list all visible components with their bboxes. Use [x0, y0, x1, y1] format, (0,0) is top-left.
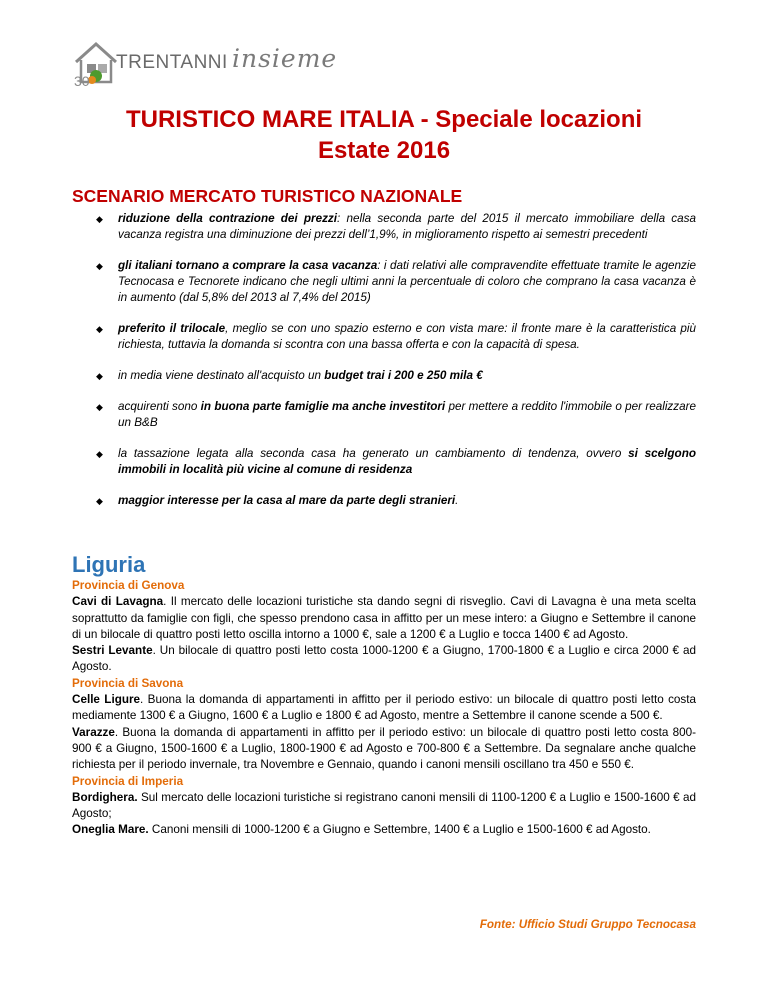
bullet-text: , meglio se con uno spazio esterno e con vista mare: il fronte mare è la caratteristica più richiesta, tuttavia la domanda si scontra con una bassa offerta e con la capacità di spesa. — [118, 322, 697, 351]
bullet-text: per mettere a reddito l'immobile o per realizzare un B&B — [118, 400, 697, 429]
bullet-bold: maggior interesse per la casa al mare da parte degli stranieri — [118, 494, 456, 507]
trentanni-insieme-logo — [72, 40, 338, 90]
location-paragraph — [72, 790, 696, 823]
logo-text-secondary: insieme — [232, 44, 338, 73]
location-paragraph — [72, 594, 696, 643]
province-heading: Provincia di Genova — [72, 579, 185, 592]
scenario-heading: SCENARIO MERCATO TURISTICO NAZIONALE — [72, 186, 463, 206]
bullet-text: : i dati relativi alle compravendite effettuate tramite le agenzie Tecnocasa e Tecnorete indicano che negli ultimi anni la percentuale di coloro che comprano la casa vacanza è in aumento (dal 5,8% del 2013 al 7,4% del 2015) — [118, 259, 696, 304]
location-text: . Buona la domanda di appartamenti in affitto per il periodo estivo: un bilocale di quattro posti letto costa 800-900 € a Giugno, 1500-1600 € a Luglio, 1800-1900 € ad Agosto e 700-800 € a Settembre. Da segnalare anche qualche richiesta per il periodo invernale, tra Novembre e Gennaio, quando i canoni mensili oscillano tra 450 e 550 €. — [72, 725, 696, 772]
bullet-pre: acquirenti sono — [118, 400, 201, 413]
bullet-text: : nella seconda parte del 2015 il mercato immobiliare della casa vacanza registra una diminuzione dei prezzi dell’1,9%, in miglioramento rispetto ai semestri precedenti — [118, 212, 696, 241]
location-paragraph — [72, 822, 696, 838]
bullet-pre: la tassazione legata alla seconda casa ha generato un cambiamento di tendenza, ovvero — [118, 447, 629, 460]
house-logo-icon — [72, 40, 120, 90]
bullet-bold: si scelgono immobili in località più vicine al comune di residenza — [118, 447, 696, 476]
location-text: Sul mercato delle locazioni turistiche si registrano canoni mensili di 1100-1200 € a Luglio e 1500-1600 € ad Agosto; — [72, 790, 696, 821]
page-title — [0, 104, 768, 166]
title-line-1: TURISTICO MARE ITALIA - Speciale locazioni — [125, 106, 643, 133]
bullet-item — [96, 368, 696, 384]
bullet-bold: in buona parte famiglie ma anche investitori — [200, 400, 446, 413]
bullet-item — [96, 399, 696, 431]
bullet-item — [96, 493, 696, 509]
province-heading: Provincia di Savona — [72, 676, 184, 690]
region-body — [72, 578, 696, 839]
location-text: . Buona la domanda di appartamenti in affitto per il periodo estivo: un bilocale di quattro posti letto costa mediamente 1300 € a Giugno, 1600 € a Luglio e 1800 € ad Agosto, mentre a Settembre il canone scende a 500 €. — [72, 693, 697, 723]
bullet-item — [96, 258, 696, 306]
location-name: Bordighera. — [72, 790, 138, 804]
title-line-2: Estate 2016 — [317, 137, 451, 164]
location-text: Canoni mensili di 1000-1200 € a Giugno e Settembre, 1400 € a Luglio e 1500-1600 € ad Agosto. — [148, 823, 651, 837]
logo-badge: 30 — [74, 73, 90, 89]
scenario-bullet-list — [96, 211, 696, 509]
location-name: Celle Ligure — [72, 693, 141, 707]
bullet-item — [96, 321, 696, 353]
location-name: Cavi di Lavagna — [72, 595, 164, 609]
logo-text-primary: TRENTANNI — [116, 52, 228, 73]
bullet-bold: riduzione della contrazione dei prezzi — [118, 212, 338, 225]
region-heading: Liguria — [72, 552, 146, 577]
bullet-bold: budget trai i 200 e 250 mila € — [324, 369, 483, 382]
bullet-bold: gli italiani tornano a comprare la casa vacanza — [118, 259, 378, 272]
bullet-bold: preferito il trilocale — [118, 322, 226, 335]
location-name: Varazze — [72, 725, 115, 739]
bullet-item — [96, 211, 696, 243]
location-text: . Un bilocale di quattro posti letto costa 1000-1200 € a Giugno, 1700-1800 € a Luglio e circa 2000 € ad Agosto. — [72, 644, 696, 674]
location-paragraph — [72, 692, 696, 725]
location-name: Oneglia Mare. — [72, 823, 149, 837]
source-footer: Fonte: Ufficio Studi Gruppo Tecnocasa — [479, 918, 696, 931]
bullet-pre: in media viene destinato all'acquisto un — [118, 369, 325, 382]
location-paragraph — [72, 725, 696, 774]
location-name: Sestri Levante — [72, 644, 153, 658]
location-text: . Il mercato delle locazioni turistiche sta dando segni di risveglio. Cavi di Lavagna è una meta scelta soprattutto da famiglie con figli, che spesso prendono casa in affitto per un mese intero: a Giugno e Settembre il canone di un bilocale di quattro posti letto oscilla intorno a 1000 €, sale a 1200 € a Luglio e tocca 1400 € ad Agosto. — [72, 595, 696, 641]
location-paragraph — [72, 643, 696, 676]
province-heading: Provincia di Imperia — [72, 774, 184, 788]
bullet-item — [96, 446, 696, 478]
bullet-text: . — [455, 494, 459, 507]
